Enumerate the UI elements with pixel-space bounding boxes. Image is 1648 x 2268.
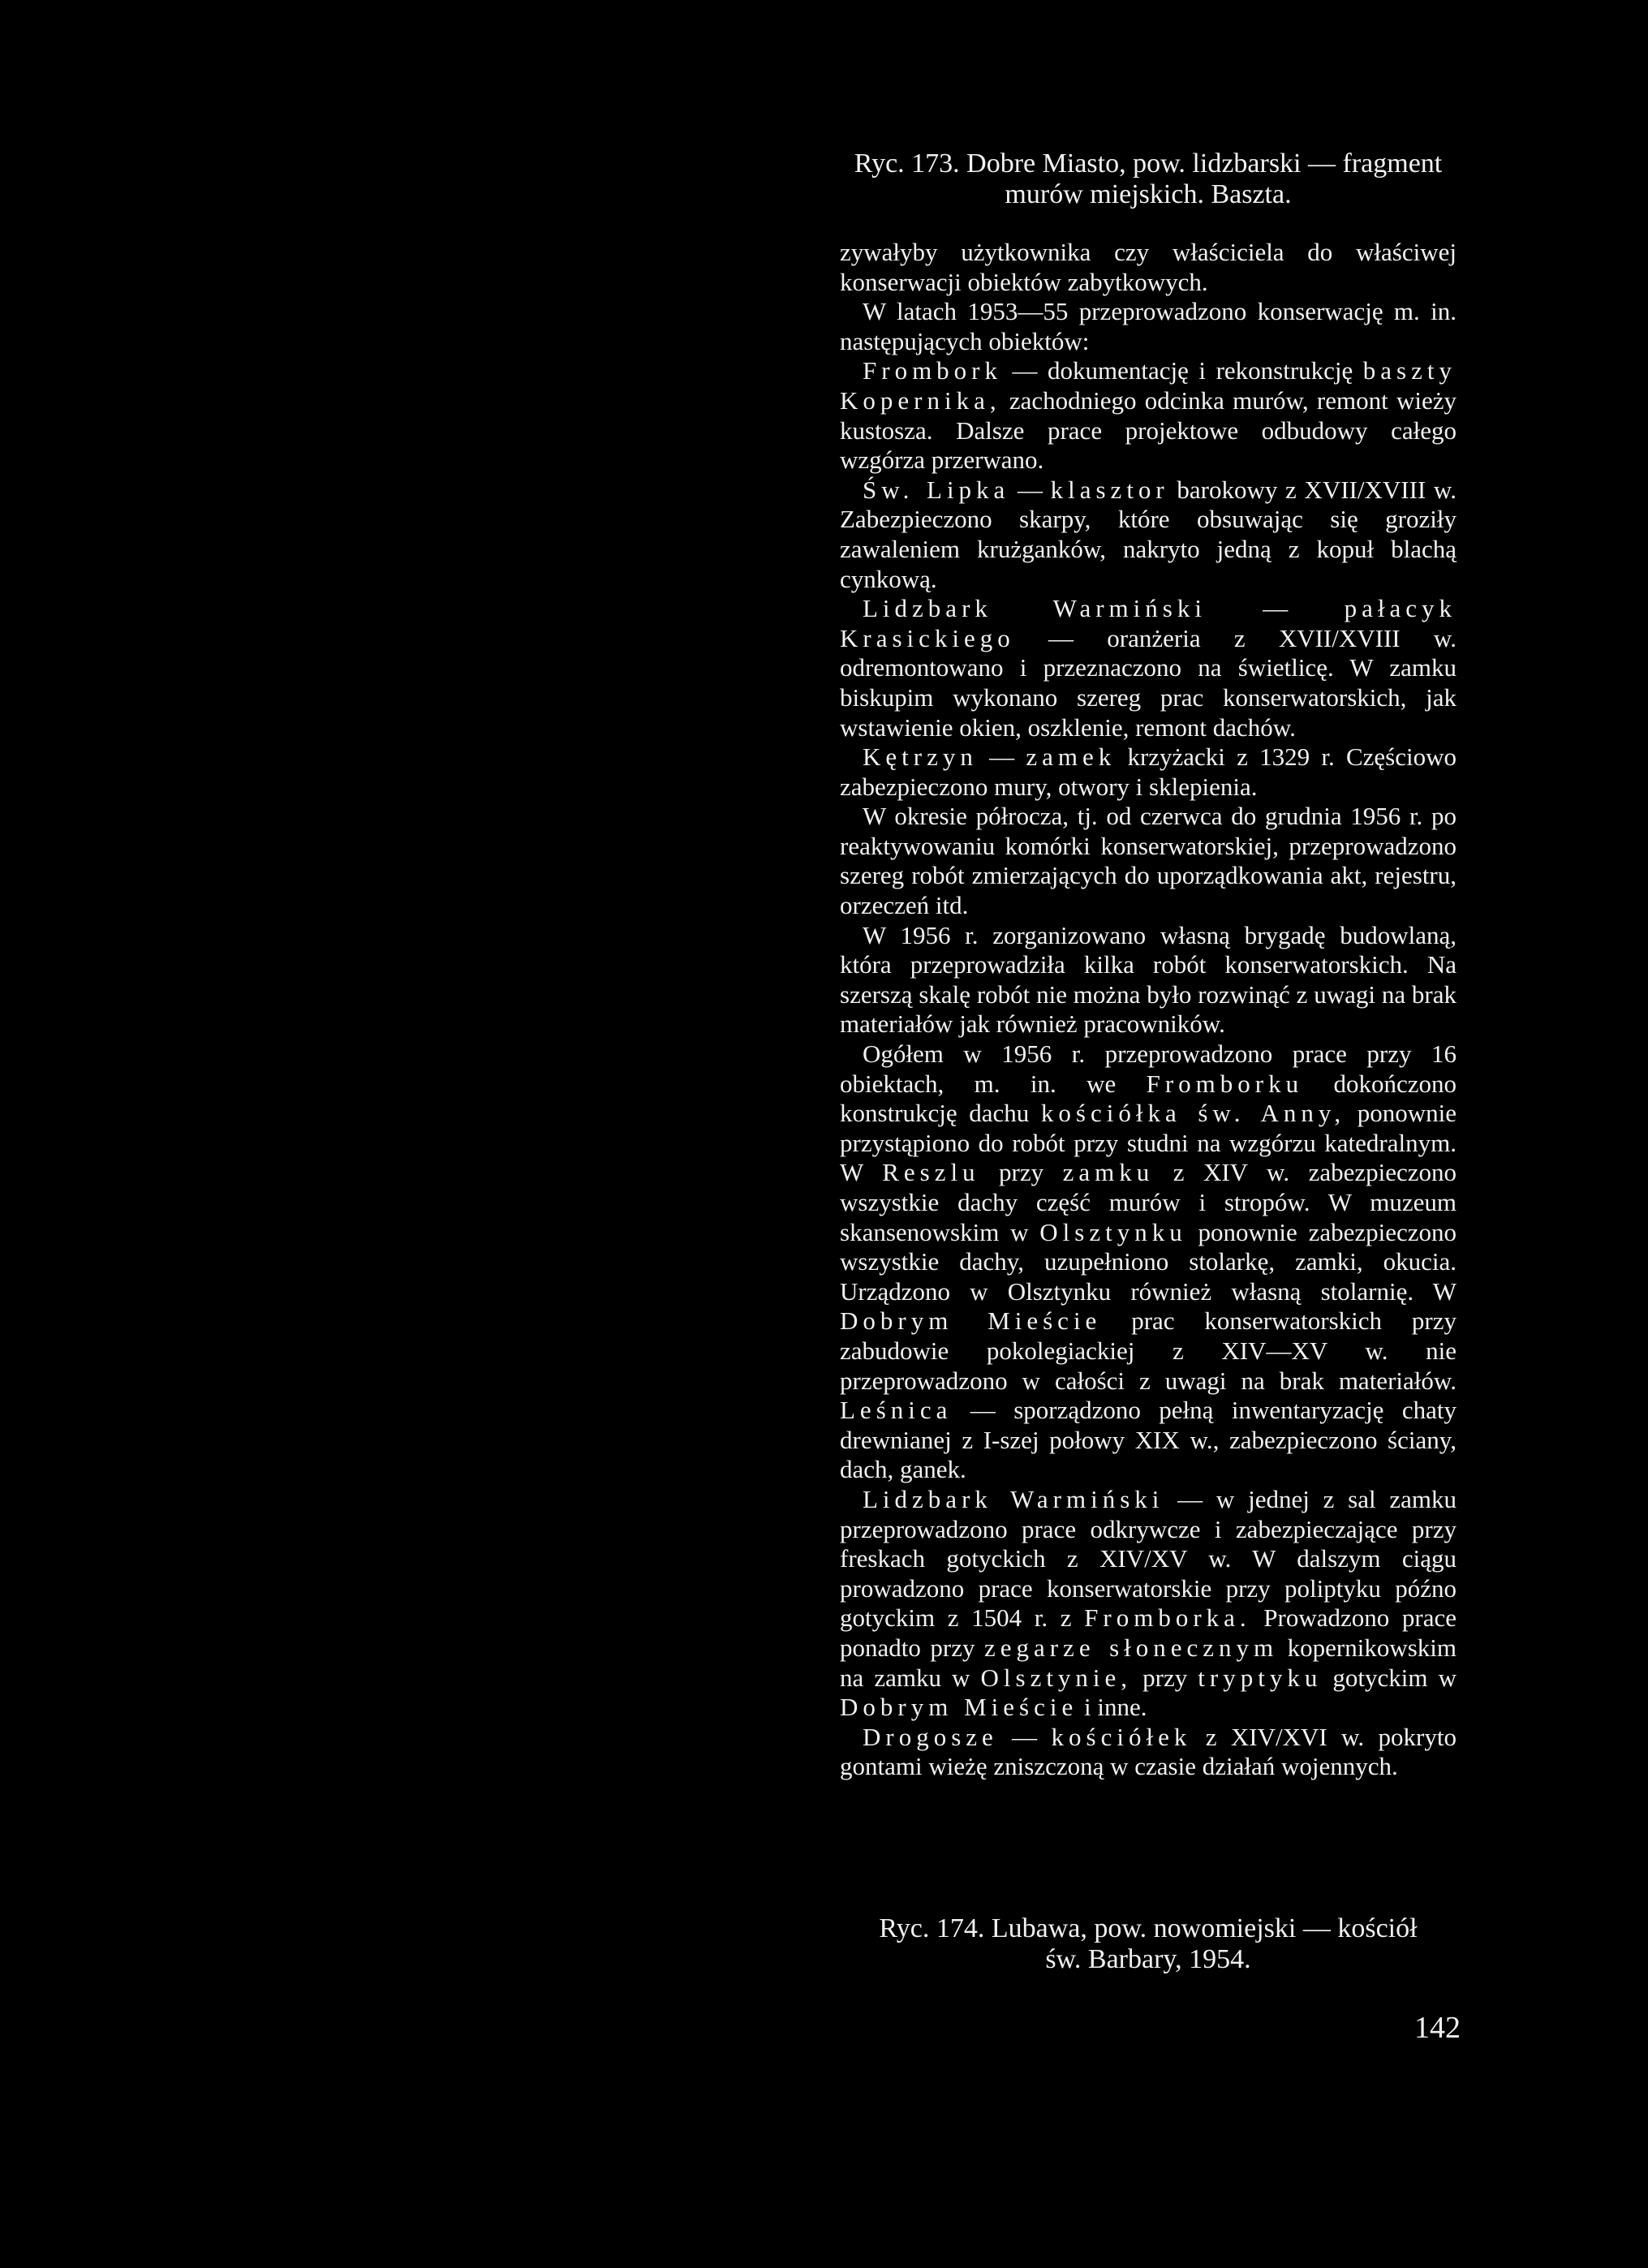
paragraph: Lidzbark Warmiński — w jednej z sal zamku przeprowadzono prace odkrywcze i zabezpieczające przy freskach gotyckich z XIV/XV w. W dalszym ciągu prowadzono prace konserwatorskie przy poliptyku późno gotyckim z 1504 r. z Fromborka. Prowadzono prace ponadto przy zegarze słonecznym kopernikowskim na zamku w Olsztynie, przy tryptyku gotyckim w Dobrym Mieście i inne. [840, 1484, 1457, 1722]
spaced-place-name: Frombork [863, 356, 1002, 385]
spaced-object-name: baszty Kopernika, [840, 356, 1457, 415]
spaced-object-name: kościółka św. Anny, [1040, 1099, 1346, 1128]
spaced-place-name: Lidzbark Warmiński [863, 1484, 1164, 1513]
figure-caption-174 [840, 1913, 1457, 1975]
spaced-object-name: tryptyku [1198, 1663, 1323, 1692]
paragraph: W latach 1953—55 przeprowadzono konserwację m. in. następujących obiektów: [840, 297, 1457, 355]
paragraph: Ogółem w 1956 r. przeprowadzono prace przy 16 obiektach, m. in. we Fromborku dokończono konstrukcję dachu kościółka św. Anny, ponownie przystąpiono do robót przy studni na wzgórzu katedralnym. W Reszlu przy zamku z XIV w. zabezpieczono wszystkie dachy część murów i stropów. W muzeum skansenowskim w Olsztynku ponownie zabezpieczono wszystkie dachy, uzupełniono stolarkę, zamki, okucia. Urządzono w Olsztynku również własną stolarnię. W Dobrym Mieście prac konserwatorskich przy zabudowie pokolegiackiej z XIV—XV w. nie przeprowadzono w całości z uwagi na brak materiałów. Leśnica — sporządzono pełną inwentaryzację chaty drewnianej z I-szej połowy XIX w., zabezpieczono ściany, dach, ganek. [840, 1039, 1457, 1484]
paragraph: W okresie półrocza, tj. od czerwca do grudnia 1956 r. po reaktywowaniu komórki konserwatorskiej, przeprowadzono szereg robót zmierzających do uporządkowania akt, rejestru, orzeczeń itd. [840, 802, 1457, 920]
spaced-place-name: Kętrzyn [863, 742, 978, 772]
caption-line: Ryc. 174. Lubawa, pow. nowomiejski — kościół [879, 1913, 1418, 1943]
spaced-place-name: Leśnica [840, 1396, 953, 1425]
spaced-object-name: zegarze słonecznym [983, 1633, 1279, 1662]
paragraph: W 1956 r. zorganizowano własną brygadę budowlaną, która przeprowadziła kilka robót konserwatorskich. Na szerszą skalę robót nie można było rozwinąć z uwagi na brak materiałów jak również pracowników. [840, 920, 1457, 1039]
body-text [840, 238, 1457, 1782]
paragraph: Św. Lipka — klasztor barokowy z XVII/XVIII w. Zabezpieczono skarpy, które obsuwając się groziły zawaleniem krużganków, nakryto jedną z kopuł blachą cynkową. [840, 475, 1457, 593]
spaced-object-name: zamku [1062, 1158, 1155, 1187]
spaced-object-name: kościółek [1051, 1722, 1192, 1751]
paragraph: Lidzbark Warmiński — pałacyk Krasickiego — oranżeria z XVII/XVIII w. odremontowano i przeznaczono na świetlicę. W zamku biskupim wykonano szereg prac konserwatorskich, jak wstawienie okien, oszklenie, remont dachów. [840, 594, 1457, 742]
paragraph: Frombork — dokumentację i rekonstrukcję baszty Kopernika, zachodniego odcinka murów, remont wieży kustosza. Dalsze prace projektowe odbudowy całego wzgórza przerwano. [840, 356, 1457, 475]
spaced-place-name: Olsztynie, [980, 1663, 1133, 1692]
spaced-place-name: Fromborka. [1084, 1603, 1251, 1633]
paragraph: Drogosze — kościółek z XIV/XVI w. pokryto gontami wieżę zniszczoną w czasie działań wojennych. [840, 1722, 1457, 1781]
page-number: 142 [1414, 2011, 1461, 2045]
paragraph: Kętrzyn — zamek krzyżacki z 1329 r. Częściowo zabezpieczono mury, otwory i sklepienia. [840, 742, 1457, 801]
spaced-place-name: Św. Lipka [863, 475, 1010, 504]
caption-line: Ryc. 173. Dobre Miasto, pow. lidzbarski — fragment [854, 148, 1443, 179]
spaced-place-name: Dobrym Mieście [840, 1306, 1102, 1336]
spaced-place-name: Fromborku [1146, 1069, 1304, 1098]
spaced-place-name: Drogosze [863, 1722, 998, 1751]
spaced-object-name: pałacyk Krasickiego [840, 594, 1457, 652]
caption-line: murów miejskich. Baszta. [1005, 179, 1292, 209]
spaced-object-name: zamek [1026, 742, 1117, 772]
spaced-place-name: Olsztynku [1039, 1217, 1187, 1246]
spaced-object-name: klasztor [1050, 475, 1169, 504]
spaced-place-name: Lidzbark Warmiński [863, 594, 1207, 623]
spaced-place-name: Dobrym Mieście [840, 1693, 1078, 1722]
caption-line: św. Barbary, 1954. [1045, 1944, 1251, 1974]
paragraph: zywałyby użytkownika czy właściciela do właściwej konserwacji obiektów zabytkowych. [840, 238, 1457, 296]
figure-caption-173 [840, 148, 1457, 210]
spaced-place-name: Reszlu [882, 1158, 980, 1187]
